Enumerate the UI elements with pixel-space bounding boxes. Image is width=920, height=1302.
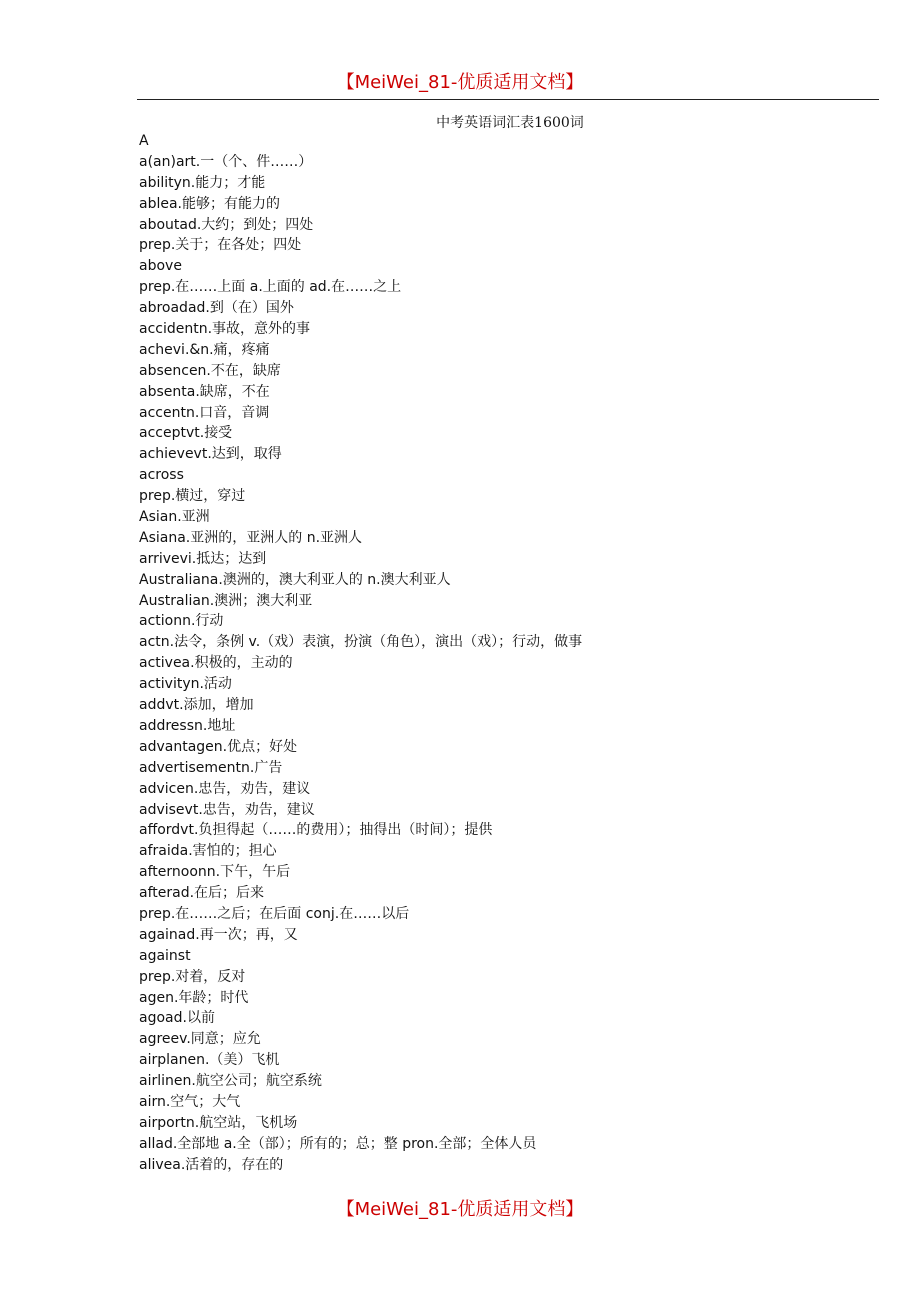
vocab-entry: activityn.活动 [139,676,232,693]
vocab-entry: activea.积极的，主动的 [139,655,293,672]
vocab-entry: achevi.&n.痛，疼痛 [139,341,270,358]
vocab-entry: affordvt.负担得起（……的费用）；抽得出（时间）；提供 [139,822,493,839]
vocab-entry: Australian.澳洲；澳大利亚 [139,592,313,609]
vocab-entry: achievevt.达到，取得 [139,446,282,463]
vocab-entry: againad.再一次；再，又 [139,926,298,943]
vocab-entry: A [139,133,149,149]
vocab-entry: prep.关于；在各处；四处 [139,237,302,254]
vocab-entry: actn.法令，条例 v.（戏）表演，扮演（角色），演出（戏）；行动，做事 [139,634,583,651]
document-title: 中考英语词汇表1600词 [436,115,584,131]
vocab-entry: advantagen.优点；好处 [139,738,298,755]
vocab-entry: agreev.同意；应允 [139,1031,261,1048]
vocab-entry: above [139,258,182,275]
vocab-entry: Asiana.亚洲的，亚洲人的 n.亚洲人 [139,529,363,546]
vocab-entry: airportn.航空站，飞机场 [139,1114,298,1131]
vocab-entry: prep.横过，穿过 [139,488,246,505]
vocab-entry: agoad.以前 [139,1010,215,1027]
vocab-entry: prep.对着，反对 [139,968,246,985]
header-banner: 【MeiWei_81-优质适用文档】 [336,72,584,93]
vocab-entry: allad.全部地 a.全（部）；所有的；总；整 pron.全部；全体人员 [139,1135,537,1152]
vocab-entry: actionn.行动 [139,613,224,630]
vocab-entry: afraida.害怕的；担心 [139,843,277,860]
vocab-entry: arrivevi.抵达；达到 [139,550,267,567]
vocabulary-list [139,131,899,1176]
vocab-entry: abilityn.能力；才能 [139,174,266,191]
vocab-entry: advisevt.忠告，劝告，建议 [139,801,315,818]
vocab-entry: aboutad.大约；到处；四处 [139,216,314,233]
vocab-entry: advertisementn.广告 [139,759,283,776]
vocab-entry: prep.在……上面 a.上面的 ad.在……之上 [139,279,402,296]
vocab-entry: agen.年龄；时代 [139,989,249,1006]
vocab-entry: airn.空气；大气 [139,1093,241,1110]
vocab-entry: alivea.活着的，存在的 [139,1156,284,1173]
vocab-entry: Australiana.澳洲的，澳大利亚人的 n.澳大利亚人 [139,571,451,588]
vocab-entry: abroadad.到（在）国外 [139,300,294,317]
vocab-entry: accidentn.事故，意外的事 [139,321,311,338]
vocab-entry: Asian.亚洲 [139,509,210,526]
vocab-entry: airplanen.（美）飞机 [139,1052,280,1069]
vocab-entry: absenta.缺席，不在 [139,383,270,400]
header-rule [137,99,879,100]
vocab-entry: addvt.添加，增加 [139,697,254,714]
vocab-entry: prep.在……之后；在后面 conj.在……以后 [139,905,410,922]
vocab-entry: addressn.地址 [139,717,236,734]
vocab-entry: ablea.能够；有能力的 [139,195,280,212]
vocab-entry: afterad.在后；后来 [139,885,265,902]
vocab-entry: afternoonn.下午，午后 [139,864,291,881]
vocab-entry: across [139,467,184,484]
vocab-entry: acceptvt.接受 [139,425,233,442]
footer-banner: 【MeiWei_81-优质适用文档】 [336,1199,584,1220]
vocab-entry: absencen.不在，缺席 [139,362,281,379]
vocab-entry: airlinen.航空公司；航空系统 [139,1073,322,1090]
vocab-entry: a(an)art.一（个、件……） [139,153,313,170]
vocab-entry: against [139,947,191,964]
vocab-entry: advicen.忠告，劝告，建议 [139,780,311,797]
vocab-entry: accentn.口音，音调 [139,404,270,421]
